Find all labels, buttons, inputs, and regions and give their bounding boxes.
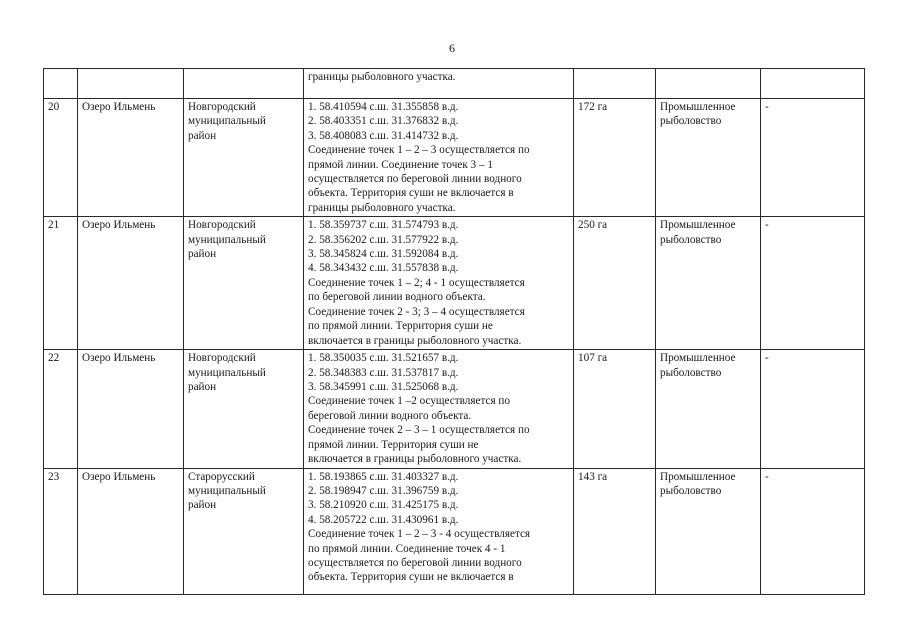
description-line: Соединение точек 1 – 2 – 3 осуществляется по	[308, 144, 530, 157]
table-row	[44, 468, 865, 594]
purpose-cell	[656, 350, 761, 468]
district-line: муниципальный	[188, 484, 266, 497]
district-cell	[184, 468, 304, 594]
table-row	[44, 217, 865, 350]
cell-water-body	[78, 69, 184, 99]
district-line: Новгородский	[188, 219, 256, 232]
district-line: муниципальный	[188, 115, 266, 128]
coordinate-point: 2. 58.403351 с.ш. 31.376832 в.д.	[308, 115, 459, 128]
coordinate-list	[308, 100, 569, 143]
description-line: Соединение точек 1 – 2 – 3 - 4 осуществляется	[308, 528, 531, 541]
fishing-areas-table	[43, 68, 865, 595]
purpose-line: рыболовство	[660, 366, 722, 379]
coordinate-list	[308, 218, 569, 276]
district-line: Старорусский	[188, 470, 255, 483]
cell-boundary-description	[304, 69, 574, 99]
row-number: 23	[44, 468, 78, 594]
area-value: 107 га	[574, 350, 656, 468]
boundary-text	[308, 527, 569, 585]
coordinate-point: 1. 58.359737 с.ш. 31.574793 в.д.	[308, 219, 459, 232]
description-line: Соединение точек 1 – 2; 4 - 1 осуществляется	[308, 276, 525, 289]
coordinate-point: 3. 58.408083 с.ш. 31.414732 в.д.	[308, 129, 459, 142]
district-line: Новгородский	[188, 352, 256, 365]
description-line: включается в границы рыболовного участка.	[308, 453, 522, 466]
purpose-line: Промышленное	[660, 470, 736, 483]
coordinate-point: 4. 58.205722 с.ш. 31.430961 в.д.	[308, 513, 459, 526]
purpose-line: рыболовство	[660, 233, 722, 246]
table-row-continuation	[44, 69, 865, 99]
district-cell	[184, 217, 304, 350]
description-line: границы рыболовного участка.	[308, 71, 456, 83]
description-line: Соединение точек 2 - 3; 3 – 4 осуществляется	[308, 305, 525, 318]
district-line: район	[188, 381, 217, 394]
description-line: осуществляется по береговой линии водного	[308, 556, 522, 569]
table-row	[44, 350, 865, 468]
description-line: границы рыболовного участка.	[308, 201, 456, 214]
district-line: муниципальный	[188, 366, 266, 379]
cell-number	[44, 69, 78, 99]
cell-purpose	[656, 69, 761, 99]
water-body-name: Озеро Ильмень	[78, 468, 184, 594]
note-value: -	[761, 350, 865, 468]
cell-note	[761, 69, 865, 99]
description-line: объекта. Территория суши не включается в	[308, 571, 514, 584]
description-line: береговой линии водного объекта.	[308, 409, 472, 422]
description-line: Соединение точек 1 –2 осуществляется по	[308, 395, 510, 408]
area-value: 250 га	[574, 217, 656, 350]
row-number: 21	[44, 217, 78, 350]
page-number: 6	[449, 41, 455, 55]
cell-district	[184, 69, 304, 99]
description-line: прямой линии. Территория суши не	[308, 438, 479, 451]
water-body-name: Озеро Ильмень	[78, 350, 184, 468]
district-line: Новгородский	[188, 101, 256, 113]
row-number: 20	[44, 99, 78, 217]
purpose-line: рыболовство	[660, 115, 722, 128]
boundary-description-cell	[304, 217, 574, 350]
water-body-name: Озеро Ильмень	[78, 217, 184, 350]
note-value: -	[761, 217, 865, 350]
purpose-line: Промышленное	[660, 352, 736, 365]
purpose-line: Промышленное	[660, 101, 736, 113]
table-row	[44, 99, 865, 217]
coordinate-point: 3. 58.210920 с.ш. 31.425175 в.д.	[308, 499, 459, 512]
coordinate-point: 1. 58.350035 с.ш. 31.521657 в.д.	[308, 352, 459, 365]
water-body-name: Озеро Ильмень	[78, 99, 184, 217]
coordinate-list	[308, 470, 569, 528]
district-line: район	[188, 129, 217, 142]
note-value: -	[761, 99, 865, 217]
district-cell	[184, 350, 304, 468]
description-line: по прямой линии. Территория суши не	[308, 320, 493, 333]
district-line: район	[188, 248, 217, 261]
boundary-text	[308, 394, 569, 466]
district-line: район	[188, 499, 217, 512]
coordinate-point: 3. 58.345824 с.ш. 31.592084 в.д.	[308, 248, 459, 261]
coordinate-point: 4. 58.343432 с.ш. 31.557838 в.д.	[308, 262, 459, 275]
description-line: осуществляется по береговой линии водного	[308, 173, 522, 186]
description-line: Соединение точек 2 – 3 – 1 осуществляется по	[308, 424, 530, 437]
purpose-cell	[656, 468, 761, 594]
coordinate-point: 2. 58.348383 с.ш. 31.537817 в.д.	[308, 366, 459, 379]
row-number: 22	[44, 350, 78, 468]
note-value: -	[761, 468, 865, 594]
description-line: включается в границы рыболовного участка.	[308, 334, 522, 347]
coordinate-point: 1. 58.193865 с.ш. 31.403327 в.д.	[308, 470, 459, 483]
purpose-cell	[656, 217, 761, 350]
area-value: 172 га	[574, 99, 656, 217]
cell-area	[574, 69, 656, 99]
coordinate-point: 2. 58.198947 с.ш. 31.396759 в.д.	[308, 484, 459, 497]
district-cell	[184, 99, 304, 217]
boundary-description-cell	[304, 468, 574, 594]
area-value: 143 га	[574, 468, 656, 594]
coordinate-point: 1. 58.410594 с.ш. 31.355858 в.д.	[308, 101, 459, 113]
boundary-description-cell	[304, 350, 574, 468]
description-line: по прямой линии. Соединение точек 4 - 1	[308, 542, 506, 555]
description-line: прямой линии. Соединение точек 3 – 1	[308, 158, 493, 171]
coordinate-point: 3. 58.345991 с.ш. 31.525068 в.д.	[308, 381, 459, 394]
boundary-text	[308, 276, 569, 348]
coordinate-list	[308, 351, 569, 394]
district-line: муниципальный	[188, 233, 266, 246]
coordinate-point: 2. 58.356202 с.ш. 31.577922 в.д.	[308, 233, 459, 246]
boundary-text	[308, 143, 569, 215]
purpose-line: Промышленное	[660, 219, 736, 232]
boundary-description-cell	[304, 99, 574, 217]
purpose-cell	[656, 99, 761, 217]
purpose-line: рыболовство	[660, 484, 722, 497]
description-line: по береговой линии водного объекта.	[308, 291, 486, 304]
description-line: объекта. Территория суши не включается в	[308, 187, 514, 200]
